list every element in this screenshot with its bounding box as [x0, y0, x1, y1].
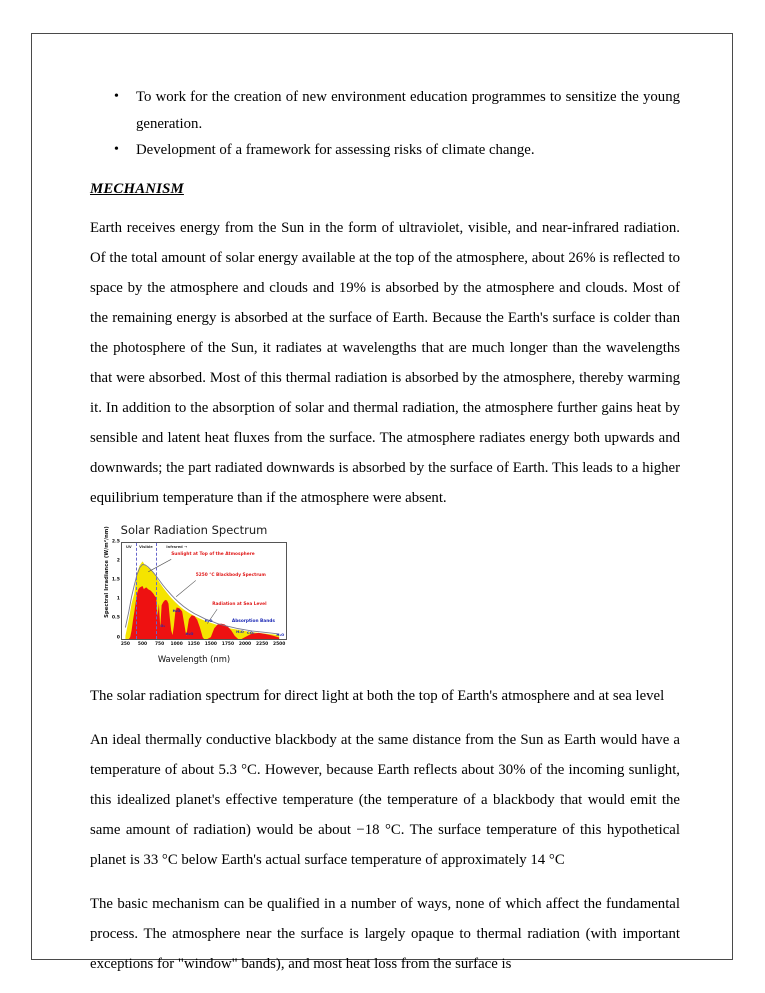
- chart-y-tick-label: 0: [116, 635, 120, 640]
- chart-x-tick-label: 1500: [204, 641, 217, 647]
- list-item-text: Development of a framework for assessing risks of climate change.: [136, 142, 535, 158]
- chart-x-tick-label: 1250: [187, 641, 200, 647]
- list-item: [90, 84, 680, 137]
- list-item: [90, 137, 680, 164]
- document-content: [90, 84, 680, 993]
- chart-y-axis-label: Spectral Irradiance (W/m²/nm): [104, 525, 110, 618]
- spectral-band-label: Visible: [139, 544, 153, 549]
- chart-x-ticks: [121, 642, 287, 652]
- chart-y-tick-label: 1.5: [111, 577, 120, 583]
- absorption-molecule-label: CO₂: [247, 630, 255, 635]
- bullet-icon: •: [114, 142, 119, 157]
- body-paragraph-2: An ideal thermally conductive blackbody at the same distance from the Sun as Earth would have a temperature of about 5.3 °C. However, because Earth reflects about 30% of the incoming sunlight, this idealized planet's effective temperature (the temperature of a blackbody that would emit the same amount of radiation) would be about −18 °C. The surface temperature of this hypothetical planet is 33 °C below Earth's actual surface temperature of approximately 14 °C: [90, 731, 680, 868]
- absorption-molecule-label: O₂: [160, 623, 166, 628]
- chart-annotation-absorption-bands: Absorption Bands: [231, 619, 275, 625]
- chart-annotation: Sunlight at Top of the Atmosphere: [171, 552, 255, 558]
- spectral-band-label: Infrared →: [166, 544, 188, 549]
- list-item-text: To work for the creation of new environment education programmes to sensitize the young generation.: [136, 89, 680, 132]
- absorption-molecule-label: H₂O: [185, 631, 194, 636]
- chart-x-tick-label: 250: [120, 641, 130, 647]
- chart-y-ticks: [100, 537, 120, 641]
- chart-y-tick-label: 2.5: [111, 539, 120, 544]
- chart-x-tick-label: 2500: [273, 641, 286, 647]
- spectral-band-divider: [136, 543, 137, 639]
- chart-plot-area: [121, 542, 287, 640]
- chart-title: Solar Radiation Spectrum: [120, 522, 268, 537]
- chart-x-tick-label: 2250: [255, 641, 269, 647]
- absorption-molecule-label: H₂O: [204, 618, 213, 623]
- chart-x-tick-label: 1750: [221, 641, 235, 647]
- chart-x-tick-label: 2000: [238, 641, 252, 647]
- chart-x-tick-label: 500: [137, 641, 148, 647]
- figure-solar-radiation-spectrum: [90, 521, 680, 673]
- spectral-band-divider: [156, 543, 157, 639]
- spectral-band-label: UV: [125, 544, 132, 549]
- section-heading: MECHANISM: [90, 180, 184, 197]
- chart-y-tick-label: 0.5: [111, 615, 120, 621]
- solar-radiation-spectrum-chart: [90, 521, 298, 673]
- chart-x-axis-label: Wavelength (nm): [157, 653, 231, 664]
- absorption-molecule-label: H₂O: [236, 629, 244, 634]
- body-paragraph-3: The basic mechanism can be qualified in a number of ways, none of which affect the fundamental process. The atmosphere near the surface is largely opaque to thermal radiation (with important exceptions for "window" bands), and most heat loss from the surface is: [90, 895, 680, 972]
- chart-y-tick-label: 1: [116, 596, 120, 602]
- objectives-bullet-list: [90, 84, 680, 164]
- figure-caption: The solar radiation spectrum for direct light at both the top of Earth's atmosphere and at sea level: [90, 687, 665, 704]
- absorption-molecule-label: H₂O: [172, 608, 181, 613]
- body-paragraph-1: Earth receives energy from the Sun in the form of ultraviolet, visible, and near-infrared radiation. Of the total amount of solar energy available at the top of the atmosphere, about 26% is reflected to space by the atmosphere and clouds and 19% is absorbed by the atmosphere and clouds. Most of the remaining energy is absorbed at the surface of Earth. Because the Earth's surface is colder than the photosphere of the Sun, it radiates at wavelengths that are much longer than the wavelengths that were absorbed. Most of this thermal radiation is absorbed by the atmosphere, thereby warming it. In addition to the absorption of solar and thermal radiation, the atmosphere further gains heat by sensible and latent heat fluxes from the surface. The atmosphere radiates energy both upwards and downwards; the part radiated downwards is absorbed by the surface of Earth. This leads to a higher equilibrium temperature than if the atmosphere were absent.: [90, 219, 680, 506]
- chart-x-tick-label: 750: [154, 641, 165, 647]
- bullet-icon: •: [114, 89, 119, 104]
- chart-annotation: 5250 °C Blackbody Spectrum: [195, 573, 266, 579]
- page-border: [31, 33, 733, 972]
- chart-annotation: Radiation at Sea Level: [212, 602, 267, 608]
- chart-y-tick-label: 2: [116, 558, 120, 564]
- absorption-molecule-label: H₂O: [276, 633, 285, 638]
- chart-x-tick-label: 1000: [170, 641, 183, 647]
